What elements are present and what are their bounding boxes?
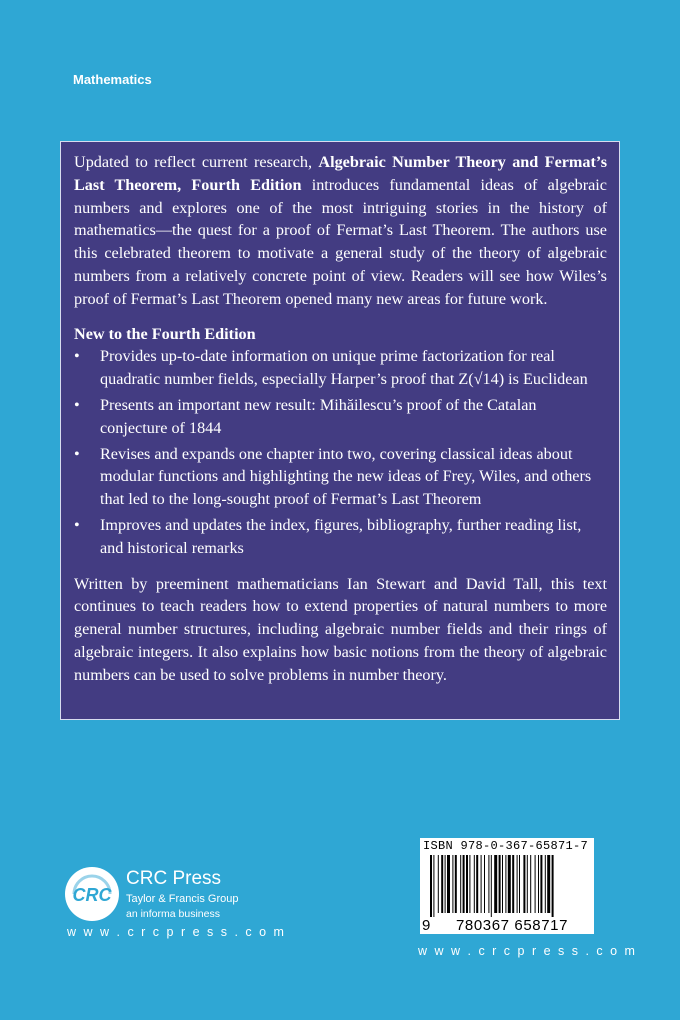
- new-edition-heading: New to the Fourth Edition: [74, 324, 256, 343]
- ean-first-digit: 9: [422, 917, 431, 934]
- new-features-list: [74, 345, 607, 559]
- barcode-bar: [460, 855, 461, 913]
- barcode-bar: [512, 855, 514, 913]
- category-label: Mathematics: [73, 72, 152, 87]
- barcode-bar: [469, 855, 470, 913]
- description-body: introduces fundamental ideas of algebraic numbers and explores one of the most intriguing stories in the history of mathematics—the quest for a proof of Fermat’s Last Theorem. The authors use this celebrated theorem to motivate a general study of the theory of algebraic numbers from a relatively concrete point of view. Readers will see how Wiles’s proof of Fermat’s Last Theorem opened many new areas for future work.: [74, 175, 607, 308]
- barcode-bar: [540, 855, 542, 913]
- publisher-name: CRC Press: [126, 868, 222, 889]
- list-item: [74, 514, 607, 560]
- description-paragraph-2: Written by preeminent mathematicians Ian Stewart and David Tall, this text continues to teach readers how to extend properties of natural numbers to more general number structures, including algebraic number fields and their rings of algebraic integers. It also explains how basic notions from the theory of algebraic numbers can be used to solve problems in number theory.: [74, 574, 607, 684]
- barcode-bar: [535, 855, 536, 913]
- list-item-text: Presents an important new result: Mihăilescu’s proof of the Catalan conjecture of 1844: [100, 395, 537, 437]
- barcode-bar: [484, 855, 485, 913]
- book-title: Algebraic Number Theory and Fermat’s Last Theorem, Fourth Edition: [74, 153, 607, 194]
- barcode-bar: [463, 855, 465, 913]
- barcode-bar: [499, 855, 501, 913]
- barcode-bar: [519, 855, 520, 913]
- description-intro: Updated to reflect current research,: [74, 153, 319, 171]
- barcode-bar: [502, 855, 503, 913]
- crc-badge-text: CRC: [72, 885, 112, 905]
- list-item-text: Revises and expands one chapter into two, covering classical ideas about modular functions and highlighting the new ideas of Frey, Wiles, and others that led to the long-sought proof of Fermat’s Last Theorem: [100, 444, 592, 509]
- publisher-business: an informa business: [126, 908, 220, 920]
- publisher-group: Taylor & Francis Group: [126, 893, 239, 905]
- publisher-url: w w w . c r c p r e s s . c o m: [67, 925, 286, 939]
- list-item: [74, 443, 607, 511]
- barcode-bar: [545, 855, 546, 913]
- barcode-bar: [430, 855, 432, 917]
- barcode-bar: [433, 855, 434, 917]
- barcode-bar: [452, 855, 453, 913]
- description-paragraph-1: [74, 151, 607, 311]
- list-item: [74, 345, 607, 391]
- barcode-url: w w w . c r c p r e s s . c o m: [418, 944, 637, 958]
- bullet-icon: •: [74, 395, 80, 414]
- ean-digits: 780367 658717: [455, 917, 569, 934]
- list-item: [74, 394, 607, 440]
- barcode-bar: [447, 855, 450, 913]
- barcode-bar: [538, 855, 539, 913]
- barcode-bar: [481, 855, 482, 913]
- barcode-bar: [491, 855, 492, 917]
- barcode-bar: [455, 855, 457, 913]
- barcode-bar: [547, 855, 550, 913]
- bullet-icon: •: [74, 515, 80, 534]
- barcode-bar: [488, 855, 489, 913]
- isbn-barcode: [420, 838, 594, 934]
- barcode-bar: [494, 855, 497, 913]
- barcode-bar: [523, 855, 525, 913]
- barcode-bar: [530, 855, 531, 913]
- barcode-bar: [476, 855, 478, 913]
- barcode-bar: [552, 855, 554, 917]
- barcode-bar: [508, 855, 511, 913]
- barcode-bar: [505, 855, 506, 913]
- barcode-bar: [441, 855, 443, 913]
- barcode-bar: [466, 855, 468, 913]
- barcode-bar: [517, 855, 518, 913]
- isbn-number: ISBN 978-0-367-65871-7: [423, 839, 589, 853]
- description-panel: [60, 141, 620, 720]
- bullet-icon: •: [74, 347, 80, 366]
- list-item-text: Provides up-to-date information on unique prime factorization for real quadratic number fields, especially Harper’s proof that Z(√14) is Euclidean: [100, 347, 588, 389]
- barcode-bar: [445, 855, 446, 913]
- barcode-bars: [430, 855, 584, 917]
- barcode-bar: [527, 855, 528, 913]
- crc-logo-icon: [64, 866, 120, 922]
- barcode-bar: [474, 855, 475, 913]
- list-item-text: Improves and updates the index, figures, bibliography, further reading list, and historical remarks: [100, 515, 582, 557]
- bullet-icon: •: [74, 444, 80, 463]
- barcode-bar: [438, 855, 439, 913]
